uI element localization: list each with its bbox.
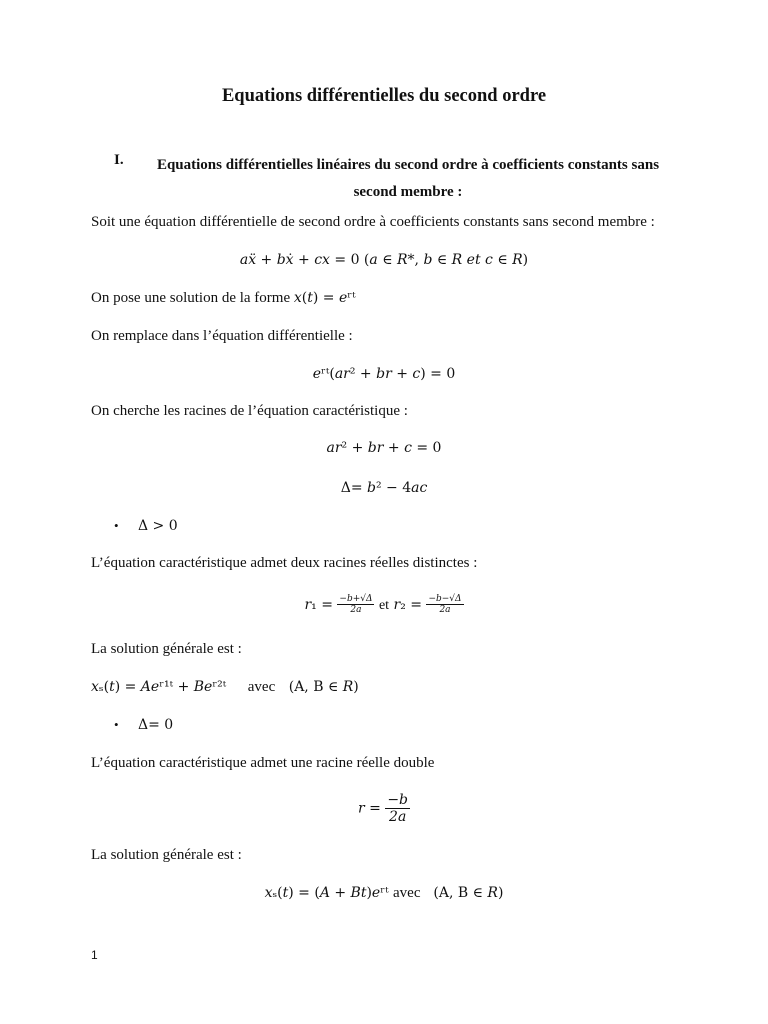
r2-numerator: −b−√Δ [428,594,462,604]
solution1-expression: 𝑥ₛ(𝑡) = 𝐴𝑒ʳ¹ᵗ + 𝐵𝑒ʳ²ᵗ [91,679,227,695]
case-zero-label: Δ= 0 [138,717,174,733]
r2-lhs: 𝑟₂ = [393,596,422,613]
page-title: Equations différentielles du second ordre [221,86,547,106]
paragraph-intro: Soit une équation différentielle de second ordre à coefficients constants sans second membre : [91,214,655,230]
page-number: 1 [91,948,98,962]
solution2-avec: avec [393,885,421,901]
bullet-case-positive [114,518,178,535]
equation-root-double [0,792,768,825]
paragraph-racine-double: L’équation caractéristique admet une racine réelle double [91,755,435,771]
bullet-icon: • [114,518,119,533]
section-number: I. [114,152,124,168]
equation-characteristic: 𝑎𝑟² + 𝑏𝑟 + 𝑐 = 0 [326,440,442,456]
r-numerator: −b [387,792,409,808]
r-fraction [385,792,410,825]
r1-lhs: 𝑟₁ = [304,596,333,613]
r2-fraction [426,594,463,616]
paragraph-solution-generale-2: La solution générale est : [91,847,242,863]
equation-substituted: 𝑒ʳᵗ(𝑎𝑟² + 𝑏𝑟 + 𝑐) = 0 [312,366,456,382]
case-positive-label: Δ > 0 [138,518,178,534]
equation-pose-solution: 𝑥(𝑡) = 𝑒ʳᵗ [293,290,356,306]
bullet-case-zero [114,717,173,734]
r2-denominator: 2a [439,605,451,616]
equation-discriminant: Δ= 𝑏² − 4𝑎𝑐 [340,480,428,496]
r1-numerator: −b+√Δ [339,594,373,604]
section-title: Equations différentielles linéaires du second ordre à coefficients constants sans second membre : [156,157,660,200]
r1-fraction [337,594,374,616]
paragraph-pose-text: On pose une solution de la forme [91,290,291,306]
equation-ode: 𝑎𝑥̈ + 𝑏𝑥̇ + 𝑐𝑥 = 0 (𝑎 ∈ 𝑅*, 𝑏 ∈ 𝑅 𝑒𝑡 𝑐 ∈ 𝑅) [239,252,529,268]
paragraph-deux-racines: L’équation caractéristique admet deux racines réelles distinctes : [91,555,478,571]
solution1-avec: avec [247,679,276,695]
paragraph-remplace: On remplace dans l’équation différentielle : [91,328,353,344]
r1-denominator: 2a [350,605,362,616]
solution1-condition: (A, B ∈ 𝑅) [288,679,359,695]
solution2-condition: (A, B ∈ 𝑅) [433,885,504,901]
et-connector: et [378,597,390,613]
solution2-expression: 𝑥ₛ(𝑡) = (𝐴 + 𝐵𝑡)𝑒ʳᵗ [264,885,389,901]
equation-roots-distinct [0,594,768,616]
paragraph-cherche: On cherche les racines de l’équation caractéristique : [91,403,408,419]
paragraph-pose [91,290,356,307]
r-lhs: 𝑟 = [357,800,381,817]
paragraph-solution-generale-1: La solution générale est : [91,641,242,657]
bullet-icon: • [114,717,119,732]
equation-solution-distinct [91,679,359,696]
equation-solution-double [0,885,768,902]
r-denominator: 2a [389,809,407,826]
